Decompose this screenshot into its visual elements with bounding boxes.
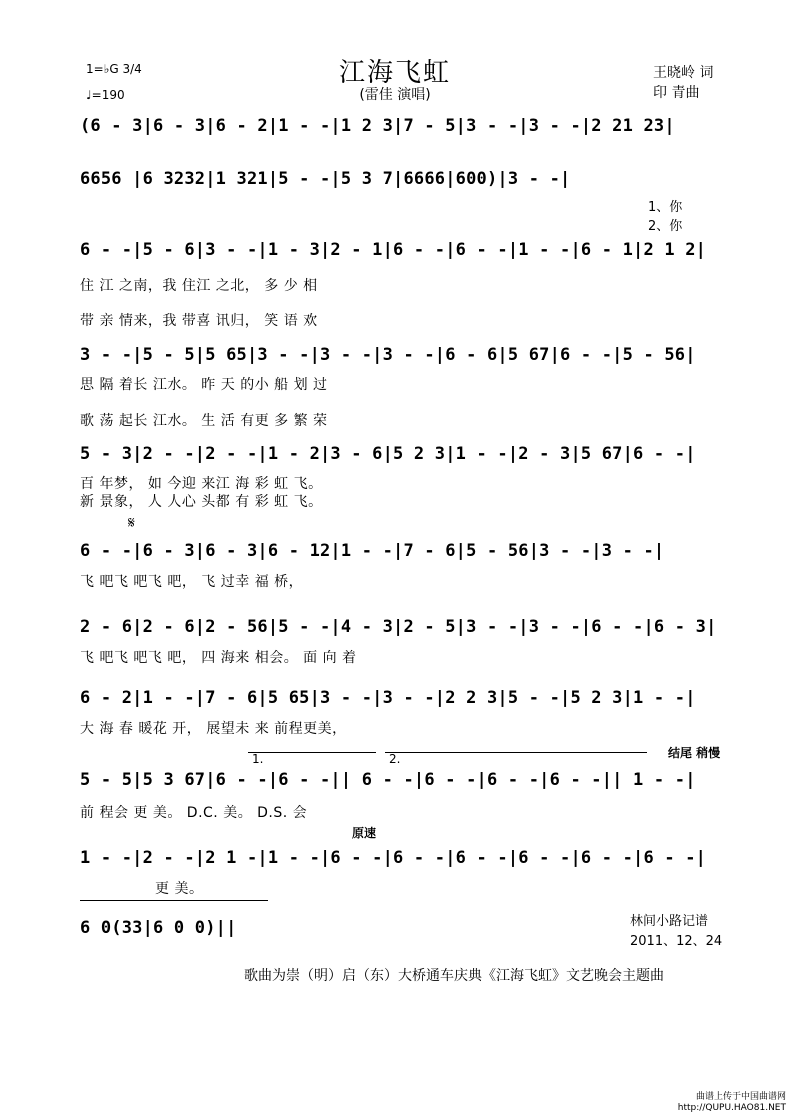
volta-2-label: 2. (389, 752, 401, 766)
volta-2-bracket (385, 752, 647, 753)
ending-mark: 结尾 稍慢 (668, 746, 721, 760)
scribe-date: 2011、12、24 (630, 934, 723, 949)
lyric-row-3-verse-1: 住 江 之南，我 住江 之北， 多 少 相 (80, 278, 318, 294)
lyric-row-6: 飞 吧飞 吧飞 吧， 飞 过幸 福 桥， (80, 574, 304, 590)
lyric-row-5-verse-2: 新 景象， 人 人心 头都 有 彩 虹 飞。 (80, 494, 323, 510)
tempo-restore-mark: 原速 (352, 826, 377, 840)
notation-row-2: 6656 |6 3232|1 321|5 - -|5 3 7|6666|600)|3 - -| (80, 169, 571, 189)
lyric-row-9: 前 程会 更 美。 D.C. 美。 D.S. 会 (80, 805, 308, 821)
notation-row-7: 2 - 6|2 - 6|2 - 56|5 - -|4 - 3|2 - 5|3 - -|3 - -|6 - -|6 - 3| (80, 617, 717, 637)
notation-row-1: (6 - 3|6 - 3|6 - 2|1 - -|1 2 3|7 - 5|3 - -|3 - -|2 21 23| (80, 116, 675, 136)
scribe-name: 林间小路记谱 (630, 914, 709, 929)
composer-credit: 印 青曲 (653, 85, 700, 101)
notation-row-6: 6 - -|6 - 3|6 - 3|6 - 12|1 - -|7 - 6|5 - 56|3 - -|3 - -| (80, 541, 665, 561)
notation-row-9: 5 - 5|5 3 67|6 - -|6 - -|| 6 - -|6 - -|6 - -|6 - -|| 1 - -| (80, 770, 696, 790)
key-signature: 1=♭G 3/4 (86, 62, 142, 76)
song-subtitle: (雷佳 演唱) (359, 87, 431, 103)
lyric-row-4-verse-2: 歌 荡 起长 江水。 生 活 有更 多 繁 荣 (80, 413, 328, 429)
volta-1-bracket (248, 752, 376, 753)
ending-bracket (80, 900, 268, 901)
lyric-row-10: 更 美。 (155, 881, 204, 897)
watermark-url: http://QUPU.HAO81.NET (677, 1103, 786, 1113)
lyric-row-8: 大 海 春 暖花 开， 展望未 来 前程更美， (80, 721, 347, 737)
watermark-title: 曲谱上传于中国曲谱网 (695, 1092, 786, 1102)
verse-mark-2: 2、你 (648, 219, 683, 234)
segno-sign: 𝄋 (128, 513, 135, 532)
lyric-row-3-verse-2: 带 亲 情来，我 带喜 讯归， 笑 语 欢 (80, 313, 318, 329)
lyricist-credit: 王晓岭 词 (653, 65, 714, 81)
volta-1-label: 1. (252, 752, 264, 766)
notation-row-3: 6 - -|5 - 6|3 - -|1 - 3|2 - 1|6 - -|6 - -|1 - -|6 - 1|2 1 2| (80, 240, 707, 260)
notation-row-5: 5 - 3|2 - -|2 - -|1 - 2|3 - 6|5 2 3|1 - -|2 - 3|5 67|6 - -| (80, 444, 696, 464)
tempo-mark: ♩=190 (86, 88, 125, 102)
notation-row-8: 6 - 2|1 - -|7 - 6|5 65|3 - -|3 - -|2 2 3|5 - -|5 2 3|1 - -| (80, 688, 696, 708)
verse-mark-1: 1、你 (648, 200, 683, 215)
lyric-row-4-verse-1: 思 隔 着长 江水。 昨 天 的小 船 划 过 (80, 377, 328, 393)
lyric-row-5-verse-1: 百 年梦， 如 今迎 来江 海 彩 虹 飞。 (80, 476, 323, 492)
song-title: 江海飞虹 (338, 58, 451, 88)
lyric-row-7: 飞 吧飞 吧飞 吧， 四 海来 相会。 面 向 着 (80, 650, 357, 666)
notation-row-4: 3 - -|5 - 5|5 65|3 - -|3 - -|3 - -|6 - 6|5 67|6 - -|5 - 56| (80, 345, 696, 365)
notation-row-10: 1 - -|2 - -|2 1 -|1 - -|6 - -|6 - -|6 - -|6 - -|6 - -|6 - -| (80, 848, 707, 868)
notation-row-11: 6 0(33|6 0 0)|| (80, 918, 237, 938)
footer-note: 歌曲为崇（明）启（东）大桥通车庆典《江海飞虹》文艺晚会主题曲 (244, 968, 664, 984)
